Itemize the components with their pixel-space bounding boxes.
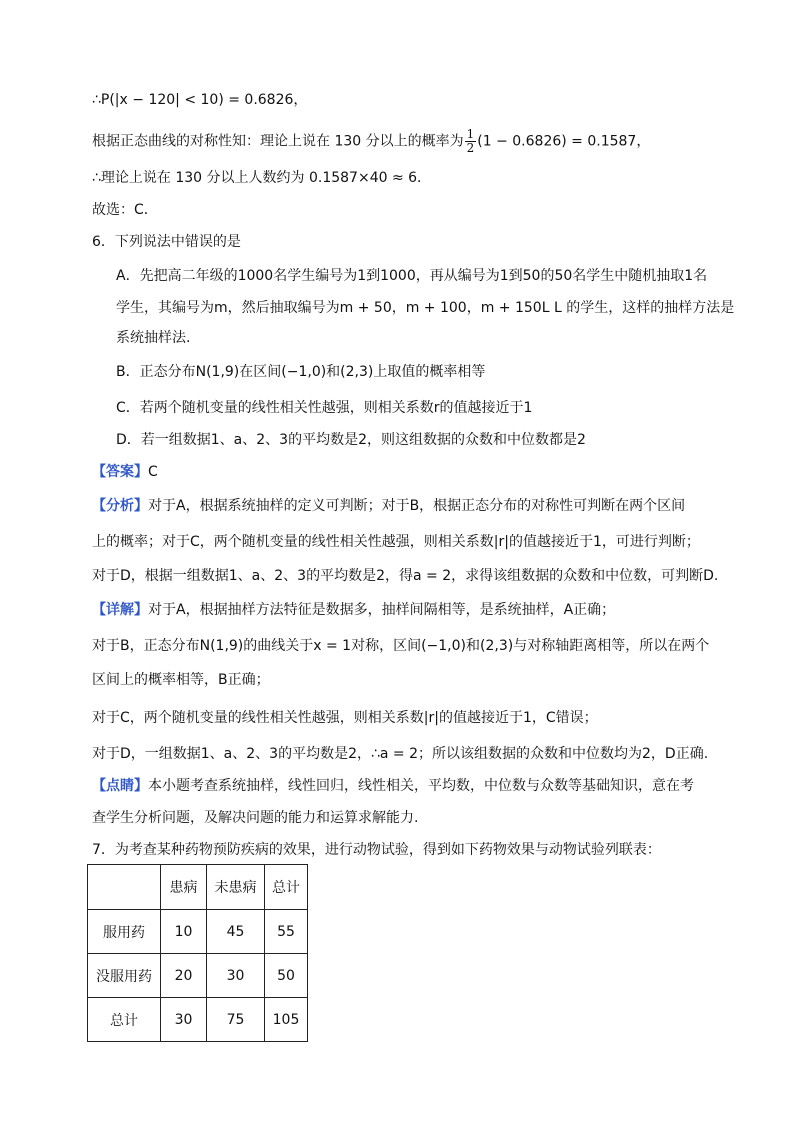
- option-b: B．正态分布N(1,9)在区间(−1,0)和(2,3)上取值的概率相等: [116, 364, 486, 380]
- table-cell: 30: [207, 954, 265, 998]
- option-d: D．若一组数据1、a、2、3的平均数是2，则这组数据的众数和中位数都是2: [116, 432, 586, 448]
- table-header-row: [88, 865, 308, 910]
- option-c: C．若两个随机变量的线性相关性越强，则相关系数r的值越接近于1: [116, 400, 533, 416]
- table-cell: 45: [207, 910, 265, 954]
- table-row: [88, 998, 308, 1042]
- table-header-cell: [88, 865, 161, 910]
- remark-line-1: [92, 776, 694, 796]
- remark-line-2: 查学生分析问题，及解决问题的能力和运算求解能力.: [92, 810, 419, 826]
- table-header-cell: 患病: [161, 865, 207, 910]
- fraction-numerator: 1: [466, 127, 475, 141]
- text-segment: (1 − 0.6826) = 0.1587，: [477, 133, 651, 150]
- answer-line: [92, 462, 158, 482]
- question-7: 7．为考查某种药物预防疾病的效果，进行动物试验，得到如下药物效果与动物试验列联表：: [92, 842, 661, 858]
- detail-line-5: 对于D，一组数据1、a、2、3的平均数是2，∴a = 2；所以该组数据的众数和中位数均为2，D正确.: [92, 746, 709, 762]
- option-a-line-1: A．先把高二年级的1000名学生编号为1到1000，再从编号为1到50的50名学生中随机抽取1名: [116, 268, 708, 284]
- option-a-line-3: 系统抽样法.: [116, 330, 191, 346]
- text-line: [92, 128, 650, 155]
- detail-line-4: 对于C，两个随机变量的线性相关性越强，则相关系数|r|的值越接近于1，C错误；: [92, 710, 598, 726]
- table-cell: 20: [161, 954, 207, 998]
- table-header-cell: 未患病: [207, 865, 265, 910]
- table-cell: 30: [161, 998, 207, 1042]
- option-a-line-2: 学生，其编号为m，然后抽取编号为m + 50，m + 100，m + 150L L 的学生，这样的抽样方法是: [116, 300, 735, 316]
- answer-value: C: [148, 464, 158, 480]
- analysis-text: 对于A，根据系统抽样的定义可判断；对于B，根据正态分布的对称性可判断在两个区间: [148, 498, 686, 514]
- fraction: [465, 128, 477, 155]
- contingency-table: [87, 864, 308, 1042]
- table-row: [88, 954, 308, 998]
- table-row: [88, 910, 308, 954]
- text-line: ∴理论上说在 130 分以上人数约为 0.1587×40 ≈ 6．: [92, 170, 432, 186]
- question-6: 6．下列说法中错误的是: [92, 234, 241, 250]
- analysis-line-3: 对于D，根据一组数据1、a、2、3的平均数是2，得a = 2，求得该组数据的众数和中位数，可判断D.: [92, 568, 719, 584]
- text-line: ∴P(|x − 120| < 10) = 0.6826，: [92, 92, 308, 108]
- table-cell: 服用药: [88, 910, 161, 954]
- remark-text: 本小题考查系统抽样，线性回归，线性相关，平均数，中位数与众数等基础知识，意在考: [148, 778, 694, 794]
- table-cell: 10: [161, 910, 207, 954]
- analysis-tag: 【分析】: [92, 498, 148, 514]
- analysis-line-2: 上的概率；对于C，两个随机变量的线性相关性越强，则相关系数|r|的值越接近于1，可进行判断；: [92, 534, 700, 550]
- analysis-line-1: [92, 496, 685, 516]
- table-header-cell: 总计: [265, 865, 308, 910]
- detail-text: 对于A，根据抽样方法特征是数据多，抽样间隔相等，是系统抽样，A正确；: [148, 602, 616, 618]
- table-cell: 75: [207, 998, 265, 1042]
- text-segment: 根据正态曲线的对称性知：理论上说在 130 分以上的概率为: [92, 133, 464, 150]
- table-cell: 50: [265, 954, 308, 998]
- table-cell: 没服用药: [88, 954, 161, 998]
- table-cell: 105: [265, 998, 308, 1042]
- table-cell: 55: [265, 910, 308, 954]
- detail-tag: 【详解】: [92, 602, 148, 618]
- detail-line-1: [92, 600, 615, 620]
- text-line: 故选：C．: [92, 202, 158, 218]
- table-cell: 总计: [88, 998, 161, 1042]
- detail-line-3: 区间上的概率相等，B正确；: [92, 672, 270, 688]
- answer-tag: 【答案】: [92, 464, 148, 480]
- remark-tag: 【点睛】: [92, 778, 148, 794]
- detail-line-2: 对于B，正态分布N(1,9)的曲线关于x = 1对称，区间(−1,0)和(2,3)与对称轴距离相等，所以在两个: [92, 638, 710, 654]
- fraction-denominator: 2: [466, 141, 475, 155]
